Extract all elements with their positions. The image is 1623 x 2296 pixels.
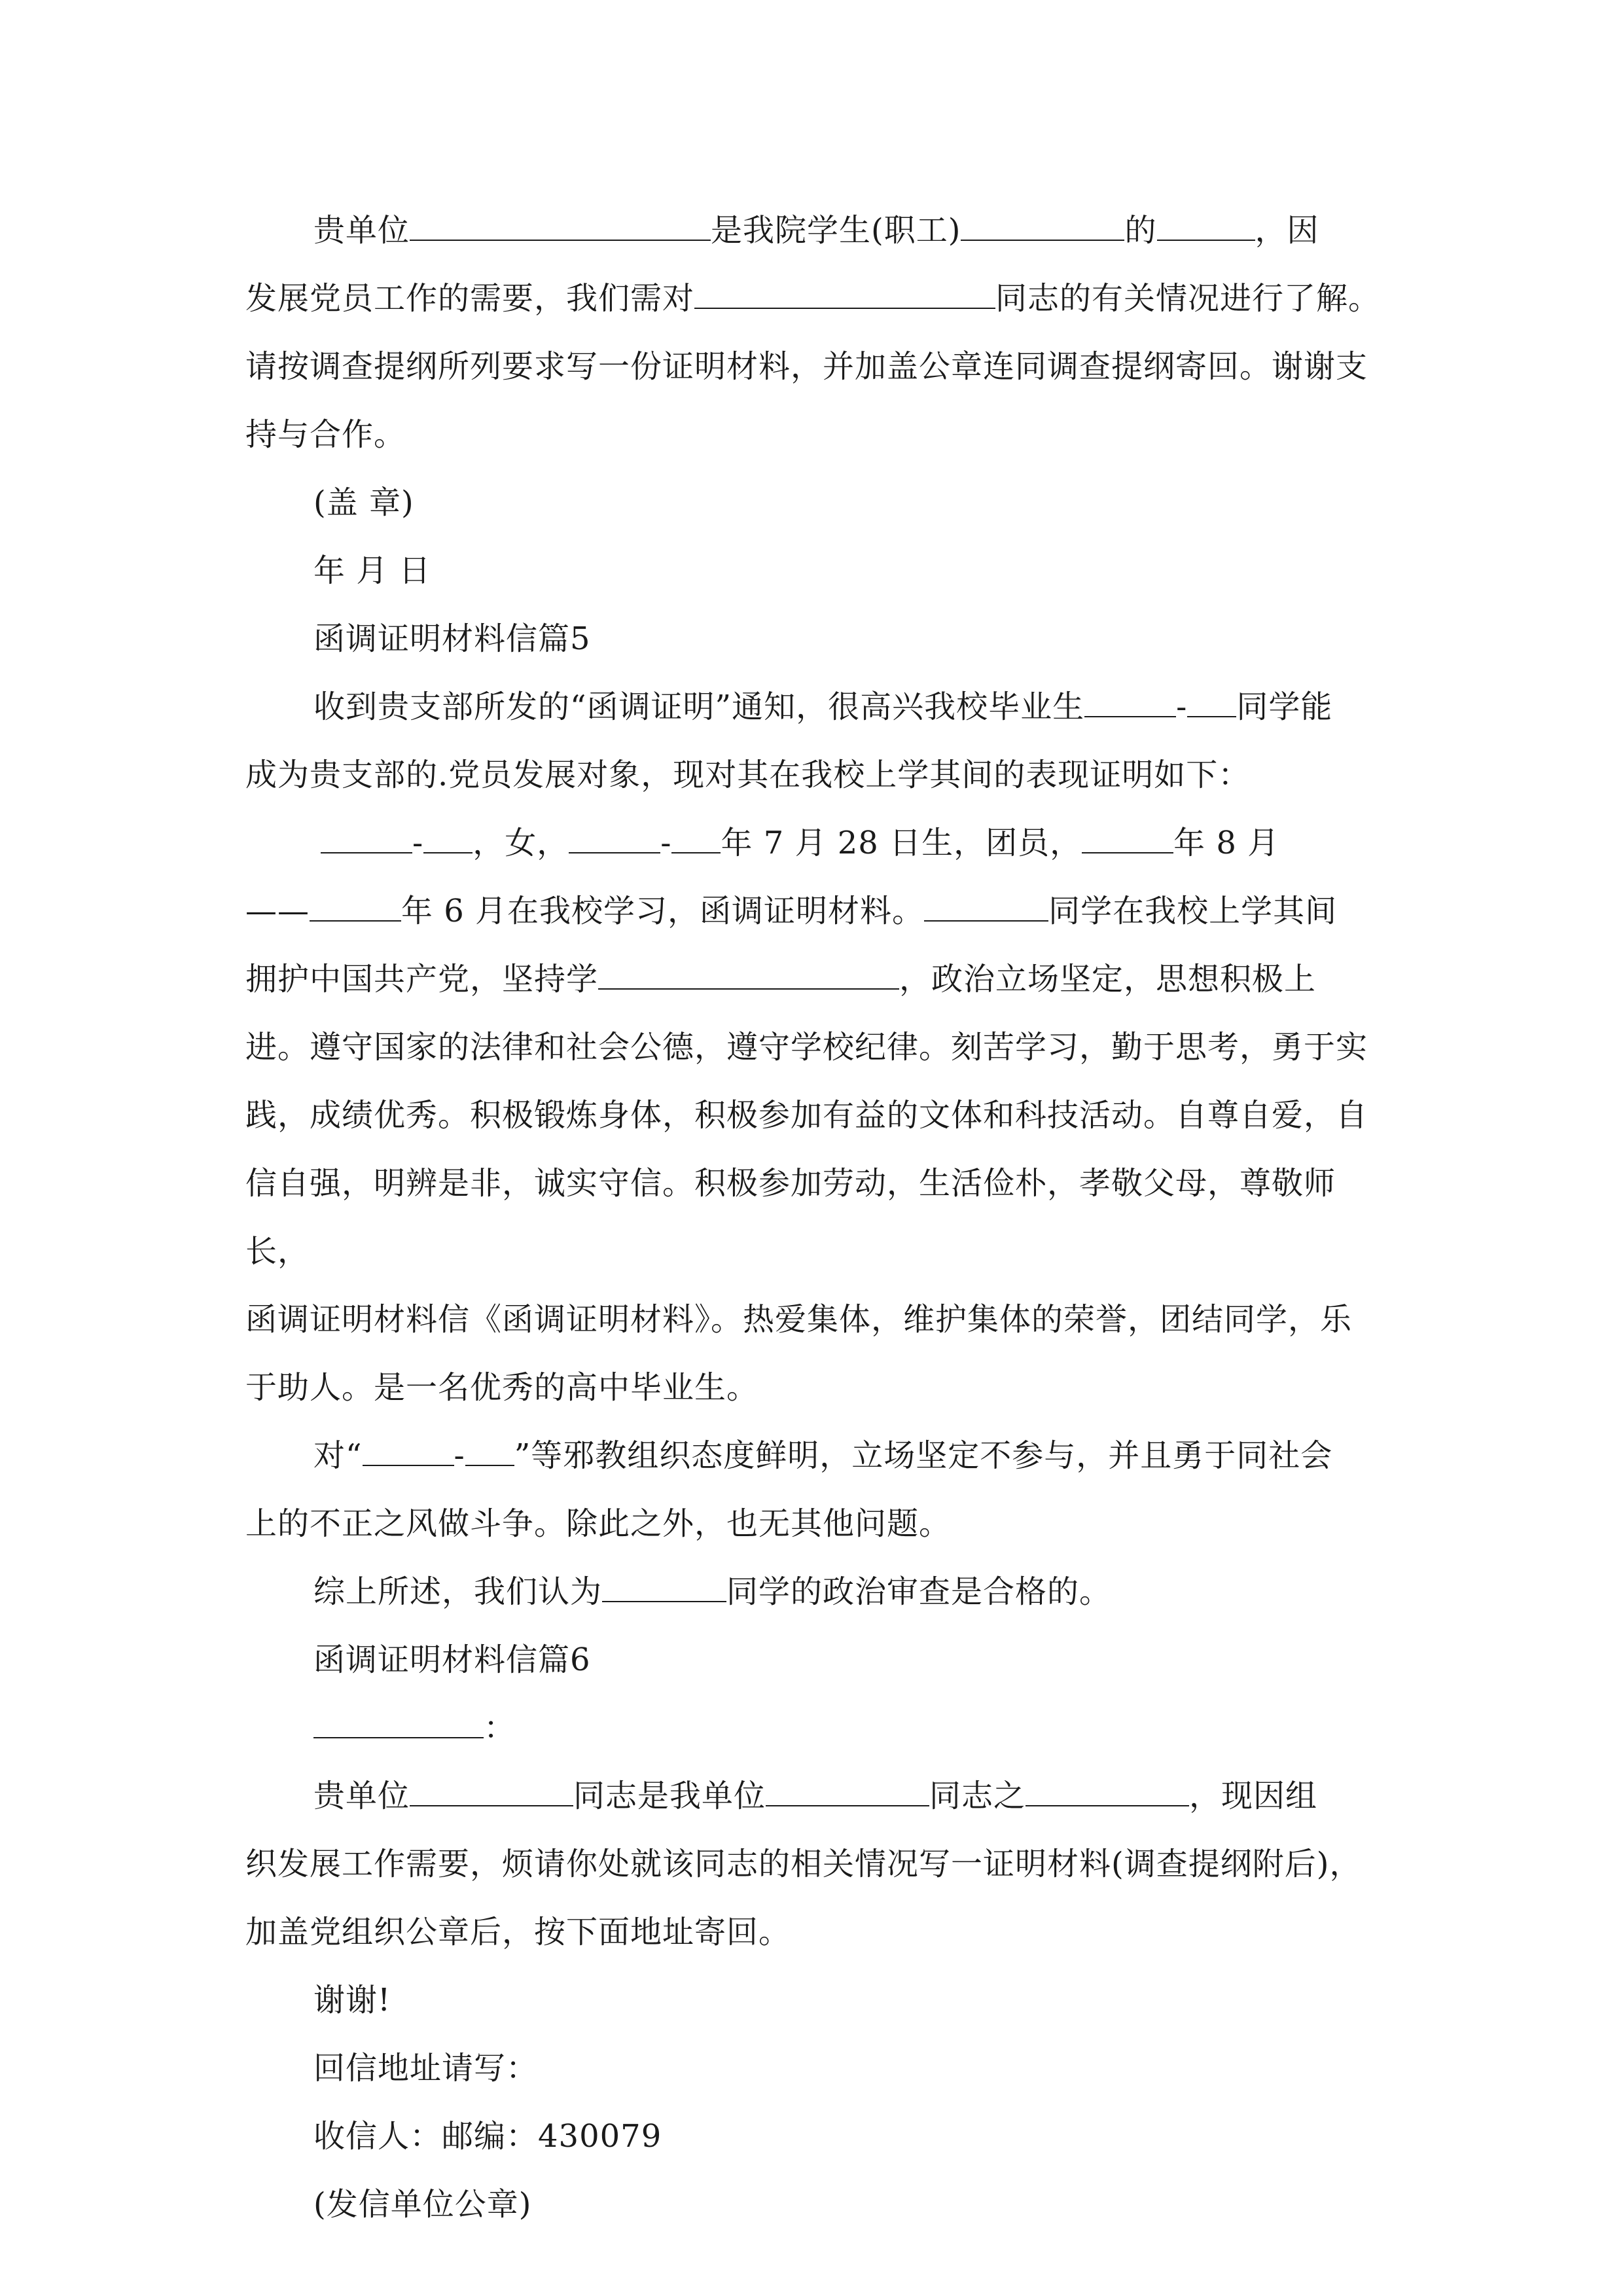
text: 贵单位 [313,212,410,249]
paragraph [245,809,1397,877]
text: - [412,825,424,861]
paragraph: 上的不正之风做斗争。除此之外，也无其他问题。 [245,1505,952,1542]
text: 同学在我校上学其间 [1048,893,1338,929]
text: 收到贵支部所发的“函调证明”通知，很高兴我校毕业生 [313,689,1085,725]
date-line: 年 月 日 [313,552,431,589]
text: 同志的有关情况进行了解。 [995,280,1381,317]
text: 综上所述，我们认为 [313,1573,603,1610]
text: 对“ [313,1437,363,1474]
blank-line [465,1436,514,1466]
text: —— [245,893,310,929]
text: 同志之 [929,1778,1026,1814]
paragraph: 请按调查提纲所列要求写一份证明材料，并加盖公章连同调查提纲寄回。谢谢支 [245,348,1368,385]
blank-line [310,891,401,922]
thanks-line: 谢谢! [313,1982,391,2018]
text: ，因 [1255,212,1319,249]
seal-line: (盖 章) [313,484,414,521]
blank-line [924,891,1048,922]
paragraph: 信自强，明辨是非，诚实守信。积极参加劳动，生活俭朴，孝敬父母，尊敬师长， [245,1165,1336,1270]
text: ，政治立场坚定，思想积极上 [899,961,1317,997]
text: 年 7 月 28 日生，团员， [721,825,1082,861]
reply-address-line: 回信地址请写： [313,2050,539,2087]
paragraph: 加盖党组织公章后，按下面地址寄回。 [245,1914,791,1950]
blank-line [1157,211,1255,241]
section-heading: 函调证明材料信篇6 [313,1641,591,1678]
blank-line [423,823,473,853]
text: ，现因组 [1189,1778,1318,1814]
paragraph [245,1422,1397,1490]
paragraph [245,673,1397,741]
blank-line [321,823,412,853]
text: 同学的政治审查是合格的。 [726,1573,1112,1610]
sender-seal-line: (发信单位公章) [313,2186,532,2223]
text: 贵单位 [313,1778,410,1814]
paragraph [245,1558,1397,1626]
text: ”等邪教组织态度鲜明，立场坚定不参与，并且勇于同社会 [514,1437,1333,1474]
text: 是我院学生(职工) [711,212,961,249]
blank-line [961,211,1124,241]
text: ，女， [473,825,569,861]
paragraph: 进。遵守国家的法律和社会公德，遵守学校纪律。刻苦学习，勤于思考，勇于实 [245,1029,1368,1066]
paragraph [245,945,1397,1013]
paragraph: 持与合作。 [245,416,406,453]
blank-line [602,1572,726,1602]
paragraph: 函调证明材料信《函调证明材料》。热爱集体，维护集体的荣誉，团结同学，乐 [245,1301,1353,1338]
recipient-line: 收信人：邮编：430079 [313,2118,662,2155]
blank-line [671,823,721,853]
paragraph [245,196,1397,264]
salutation [245,1694,1397,1762]
text: 拥护中国共产党，坚持学 [245,961,599,997]
blank-line [313,1708,484,1738]
text: - [1176,689,1188,725]
blank-line [1026,1776,1189,1806]
text: - [660,825,672,861]
blank-line [1187,687,1236,717]
blank-line [598,960,899,990]
paragraph: 织发展工作需要，烦请你处就该同志的相关情况写一证明材料(调查提纲附后)， [245,1846,1362,1882]
blank-line [1082,823,1173,853]
section-heading: 函调证明材料信篇5 [313,620,591,657]
document-body [245,196,1397,2238]
blank-line [1084,687,1176,717]
paragraph: 践，成绩优秀。积极锻炼身体，积极参加有益的文体和科技活动。自尊自爱，自 [245,1097,1368,1134]
text: ： [484,1710,516,1746]
text: - [454,1437,465,1474]
blank-line [569,823,660,853]
blank-line [410,211,711,241]
blank-line [363,1436,454,1466]
blank-line [766,1776,929,1806]
paragraph [245,264,1397,332]
blank-line [410,1776,573,1806]
text: 的 [1124,212,1157,249]
paragraph [245,877,1397,945]
paragraph [245,1762,1397,1830]
paragraph: 于助人。是一名优秀的高中毕业生。 [245,1369,759,1406]
paragraph: 成为贵支部的.党员发展对象，现对其在我校上学其间的表现证明如下： [245,757,1251,793]
text: 发展党员工作的需要，我们需对 [245,280,695,317]
blank-line [694,279,995,309]
text: 同志是我单位 [573,1778,766,1814]
text: 年 8 月 [1173,825,1280,861]
text: 同学能 [1236,689,1333,725]
text: 年 6 月在我校学习，函调证明材料。 [401,893,925,929]
